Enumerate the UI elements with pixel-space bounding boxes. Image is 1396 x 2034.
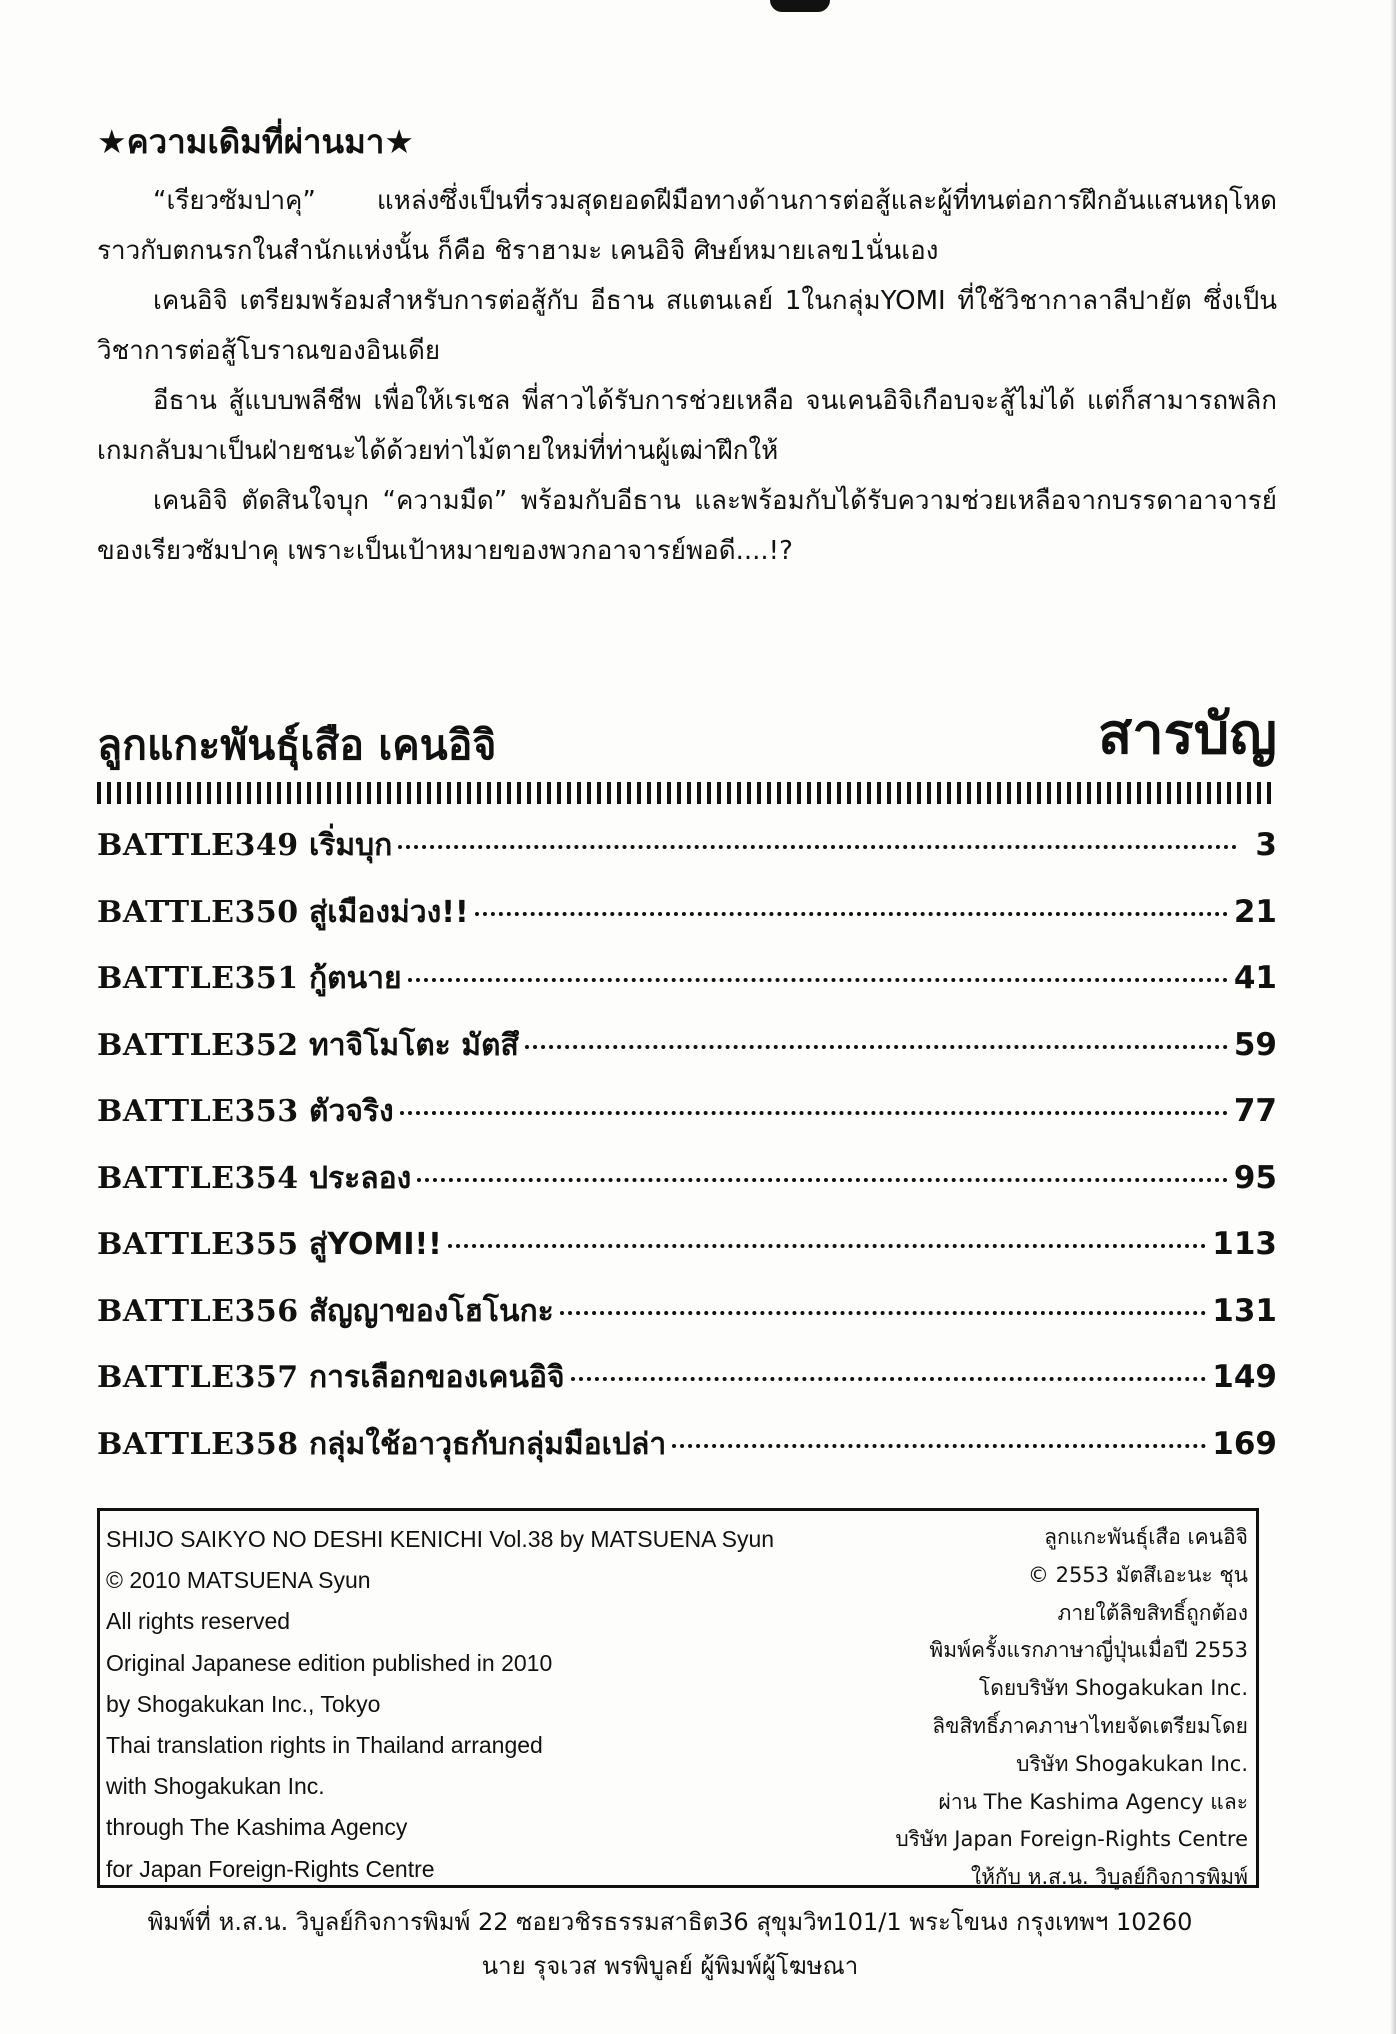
toc-page-number: 95 [1233,1159,1277,1196]
decorative-rule [97,782,1277,804]
story-summary [97,118,1277,576]
toc-leader-dots [475,912,1228,916]
toc-entry[interactable] [97,822,1277,889]
toc-chapter-title: กลุ่มใช้อาวุธกับกลุ่มมือเปล่า [309,1426,667,1462]
toc-leader-dots [571,1377,1207,1381]
printer-info [78,1900,1262,1988]
toc-entry[interactable] [97,1221,1277,1288]
copyright-box [97,1508,1259,1888]
toc-leader-dots [408,978,1228,982]
toc-leader-dots [400,1111,1228,1115]
toc-page-number: 149 [1212,1359,1277,1395]
toc-battle-number: BATTLE358 [97,1426,299,1462]
copyright-line: ภายใต้ลิขสิทธิ์ถูกต้อง [1057,1600,1248,1625]
publisher-name: นาย รุจเวส พรพิบูลย์ ผู้พิมพ์ผู้โฆษณา [481,1952,859,1980]
toc-battle-number: BATTLE356 [97,1293,299,1329]
copyright-line: ผ่าน The Kashima Agency และ [938,1789,1248,1814]
toc-chapter-title: กู้ตนาย [309,961,402,996]
copyright-line: พิมพ์ครั้งแรกภาษาญี่ปุ่นเมื่อปี 2553 [929,1638,1248,1663]
summary-paragraph: เคนอิจิ เตรียมพร้อมสำหรับการต่อสู้กับ อีธาน สแตนเลย์ 1ในกลุ่มYOMI ที่ใช้วิชากาลาลีปายัต ซึ่งเป็นวิชาการต่อสู้โบราณของอินเดีย [97,286,1277,366]
toc-entry[interactable] [97,1421,1277,1488]
toc-heading: สารบัญ [1098,702,1277,767]
copyright-line: by Shogakukan Inc., Tokyo [106,1690,381,1717]
copyright-thai [768,1519,1248,1897]
copyright-line: with Shogakukan Inc. [106,1773,325,1800]
toc-page-number: 21 [1233,893,1277,930]
toc-page-number: 77 [1233,1093,1277,1129]
toc-page-number: 59 [1233,1026,1277,1063]
copyright-line: © 2553 มัตสึเอะนะ ชุน [1027,1562,1248,1587]
copyright-line: © 2010 MATSUENA Syun [106,1567,371,1594]
copyright-line: บริษัท Japan Foreign-Rights Centre [895,1827,1248,1852]
toc-chapter-title: ประลอง [309,1160,412,1196]
toc-battle-number: BATTLE349 [97,828,299,863]
toc-entry[interactable] [97,955,1277,1022]
copyright-line: All rights reserved [106,1608,291,1635]
toc-chapter-title: สัญญาของโฮโนกะ [309,1293,554,1329]
series-title: ลูกแกะพันธุ์เสือ เคนอิจิ [97,721,497,769]
top-edge-mark [770,0,830,12]
toc-battle-number: BATTLE350 [97,894,299,930]
toc-entry[interactable] [97,1354,1277,1421]
toc-battle-number: BATTLE352 [97,1027,299,1063]
toc-battle-number: BATTLE357 [97,1360,299,1395]
toc-chapter-title: ตัวจริง [309,1094,394,1129]
toc-leader-dots [448,1244,1206,1248]
copyright-line: through The Kashima Agency [106,1814,408,1841]
toc-page-number: 113 [1212,1226,1277,1262]
toc-page-number: 169 [1212,1425,1277,1462]
toc-leader-dots [398,845,1237,849]
toc-chapter-title: สู่YOMI!! [309,1227,442,1262]
toc-chapter-title: การเลือกของเคนอิจิ [309,1360,565,1395]
copyright-line: ให้กับ ห.ส.น. วิบูลย์กิจการพิมพ์ [970,1865,1248,1890]
copyright-line: บริษัท Shogakukan Inc. [1016,1751,1248,1776]
toc-battle-number: BATTLE351 [97,961,299,996]
summary-title: ★ความเดิมที่ผ่านมา★ [97,122,414,161]
toc-battle-number: BATTLE353 [97,1094,299,1129]
toc-page-number: 41 [1233,960,1277,996]
summary-paragraph: “เรียวซัมปาคุ” แหล่งซึ่งเป็นที่รวมสุดยอดฝีมือทางด้านการต่อสู้และผู้ที่ทนต่อการฝึกอันแสนหฤโหดราวกับตกนรกในสำนักแห่งนั้น ก็คือ ชิราฮามะ เคนอิจิ ศิษย์หมายเลข1นั่นเอง [97,186,1277,266]
toc-leader-dots [525,1045,1228,1049]
copyright-line: Original Japanese edition published in 2010 [106,1649,553,1676]
toc-chapter-title: เริ่มบุก [309,828,393,863]
toc-page-number: 3 [1255,827,1277,863]
copyright-line: ลิขสิทธิ์ภาคภาษาไทยจัดเตรียมโดย [932,1713,1248,1738]
copyright-line: SHIJO SAIKYO NO DESHI KENICHI Vol.38 by MATSUENA Syun [106,1526,775,1552]
toc-page-number: 131 [1212,1292,1277,1329]
page-edge-shadow [1390,0,1396,2034]
summary-paragraph: อีธาน สู้แบบพลีชีพ เพื่อให้เรเชล พี่สาวได้รับการช่วยเหลือ จนเคนอิจิเกือบจะสู้ไม่ได้ แต่ก็สามารถพลิกเกมกลับมาเป็นฝ่ายชนะได้ด้วยท่าไม้ตายใหม่ที่ท่านผู้เฒ่าฝึกให้ [97,386,1277,466]
toc-entry[interactable] [97,1288,1277,1355]
toc-chapter-title: สู่เมืองม่วง!! [309,894,469,930]
summary-paragraph: เคนอิจิ ตัดสินใจบุก “ความมืด” พร้อมกับอีธาน และพร้อมกับได้รับความช่วยเหลือจากบรรดาอาจารย์ของเรียวซัมปาคุ เพราะเป็นเป้าหมายของพวกอาจารย์พอดี....!? [97,486,1277,566]
copyright-line: for Japan Foreign-Rights Centre [106,1855,435,1882]
toc-leader-dots [417,1178,1228,1182]
toc-entry[interactable] [97,1088,1277,1155]
toc-battle-number: BATTLE355 [97,1227,299,1262]
toc-battle-number: BATTLE354 [97,1160,299,1196]
table-of-contents [97,822,1277,1487]
toc-leader-dots [672,1444,1206,1448]
toc-chapter-title: ทาจิโมโตะ มัตสึ [309,1027,519,1063]
copyright-english [106,1519,775,1890]
toc-header [97,702,1277,778]
toc-leader-dots [560,1311,1207,1315]
copyright-line: โดยบริษัท Shogakukan Inc. [978,1676,1248,1701]
copyright-line: ลูกแกะพันธุ์เสือ เคนอิจิ [1044,1525,1248,1549]
toc-entry[interactable] [97,889,1277,956]
copyright-line: Thai translation rights in Thailand arranged [106,1732,543,1759]
toc-entry[interactable] [97,1155,1277,1222]
toc-entry[interactable] [97,1022,1277,1089]
printer-address: พิมพ์ที่ ห.ส.น. วิบูลย์กิจการพิมพ์ 22 ซอยวชิรธรรมสาธิต36 สุขุมวิท101/1 พระโขนง กรุงเทพฯ 10260 [147,1908,1193,1936]
